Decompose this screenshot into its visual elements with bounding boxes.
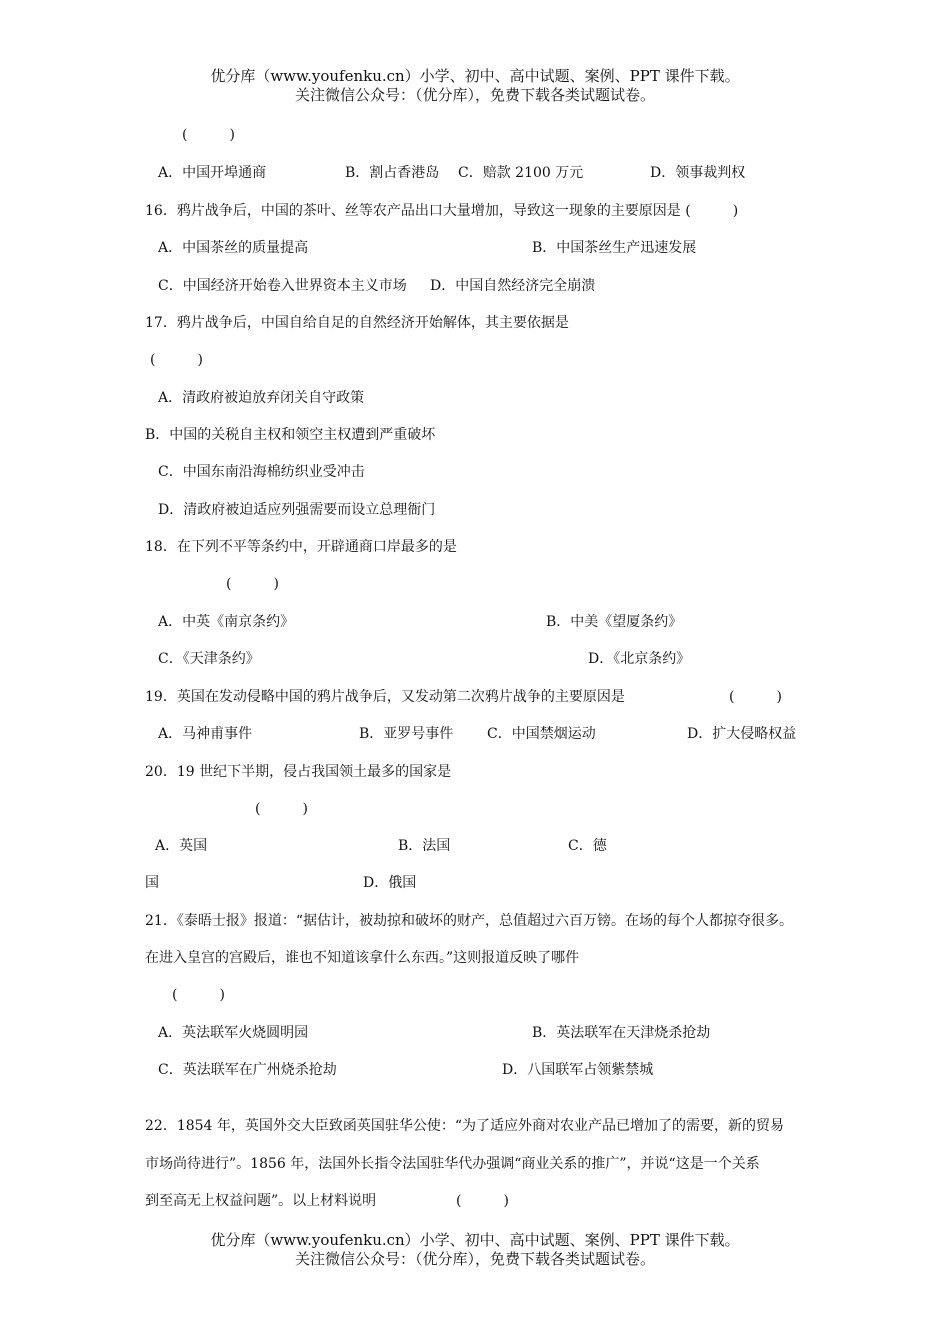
question-stem: 16．鸦片战争后，中国的茶叶、丝等农产品出口大量增加，导致这一现象的主要原因是 ( ) <box>145 203 739 219</box>
option-b: B．法国 <box>398 838 451 854</box>
option-c: C．中国东南沿海棉纺织业受冲击 <box>158 464 365 480</box>
question-stem: 17．鸦片战争后，中国自给自足的自然经济开始解体，其主要依据是 <box>145 315 569 331</box>
option-b: B．亚罗号事件 <box>359 726 454 742</box>
option-d: D．《北京条约》 <box>588 651 691 667</box>
option-a: A．清政府被迫放弃闭关自守政策 <box>158 390 365 406</box>
option-b: B．中国的关税自主权和领空主权遭到严重破坏 <box>145 427 436 443</box>
option-d: D．领事裁判权 <box>650 165 746 181</box>
header-line-1: 优分库（www.youfenku.cn）小学、初中、高中试题、案例、PPT 课件下载。 <box>210 67 740 85</box>
answer-blank: ( ) <box>150 352 203 368</box>
option-b: B．割占香港岛 <box>345 165 440 181</box>
question-stem: 19．英国在发动侵略中国的鸦片战争后，又发动第二次鸦片战争的主要原因是 <box>145 689 625 705</box>
option-c-continued: 国 <box>145 875 159 891</box>
option-a: A．英国 <box>155 838 208 854</box>
option-c: C．中国经济开始卷入世界资本主义市场 <box>158 278 407 294</box>
option-c: C．英法联军在广州烧杀抢劫 <box>158 1062 337 1078</box>
question-stem-line-1: 21．《泰晤士报》报道：“据估计，被劫掠和破坏的财产，总值超过六百万镑。在场的每个人都掠夺很多。 <box>145 913 793 929</box>
footer-line-2: 关注微信公众号：（优分库），免费下载各类试题试卷。 <box>294 1250 655 1268</box>
footer-line-1: 优分库（www.youfenku.cn）小学、初中、高中试题、案例、PPT 课件下载。 <box>210 1231 740 1249</box>
option-b: B．中国茶丝生产迅速发展 <box>532 240 697 256</box>
question-stem: 20．19 世纪下半期，侵占我国领土最多的国家是 <box>145 764 452 780</box>
question-stem-line-1: 22．1854 年，英国外交大臣致函英国驻华公使：“为了适应外商对农业产品已增加了的需要，新的贸易 <box>145 1118 785 1134</box>
option-d: D．八国联军占领紫禁城 <box>502 1062 654 1078</box>
option-c: C．《天津条约》 <box>158 651 260 667</box>
answer-blank: ( ) <box>182 127 235 143</box>
option-a: A．中国茶丝的质量提高 <box>158 240 309 256</box>
option-d: D．扩大侵略权益 <box>687 726 797 742</box>
answer-blank: ( ) <box>456 1193 509 1209</box>
option-d: D．清政府被迫适应列强需要而设立总理衙门 <box>158 502 436 518</box>
answer-blank: ( ) <box>255 801 308 817</box>
question-stem-line-2: 市场尚待进行”。1856 年，法国外长指令法国驻华代办强调“商业关系的推广”，并说“这是一个关系 <box>145 1156 760 1172</box>
option-c: C．中国禁烟运动 <box>487 726 596 742</box>
question-stem-line-3: 到至高无上权益问题”。以上材料说明 <box>145 1193 377 1209</box>
answer-blank: ( ) <box>226 576 279 592</box>
option-a: A．中英《南京条约》 <box>158 614 295 630</box>
question-stem: 18．在下列不平等条约中，开辟通商口岸最多的是 <box>145 539 457 555</box>
header-line-2: 关注微信公众号：（优分库），免费下载各类试题试卷。 <box>294 86 655 104</box>
answer-blank: ( ) <box>729 689 782 705</box>
option-a: A．中国开埠通商 <box>158 165 267 181</box>
answer-blank: ( ) <box>172 987 225 1003</box>
question-stem-line-2: 在进入皇宫的宫殿后，谁也不知道该拿什么东西。”这则报道反映了哪件 <box>145 950 580 966</box>
option-b: B．英法联军在天津烧杀抢劫 <box>532 1025 711 1041</box>
option-b: B．中美《望厦条约》 <box>546 614 683 630</box>
option-c: C．赔款 2100 万元 <box>458 165 584 181</box>
option-d: D．俄国 <box>363 875 417 891</box>
option-c: C．德 <box>568 838 607 854</box>
option-d: D．中国自然经济完全崩溃 <box>430 278 596 294</box>
option-a: A．马神甫事件 <box>158 726 253 742</box>
option-a: A．英法联军火烧圆明园 <box>158 1025 309 1041</box>
